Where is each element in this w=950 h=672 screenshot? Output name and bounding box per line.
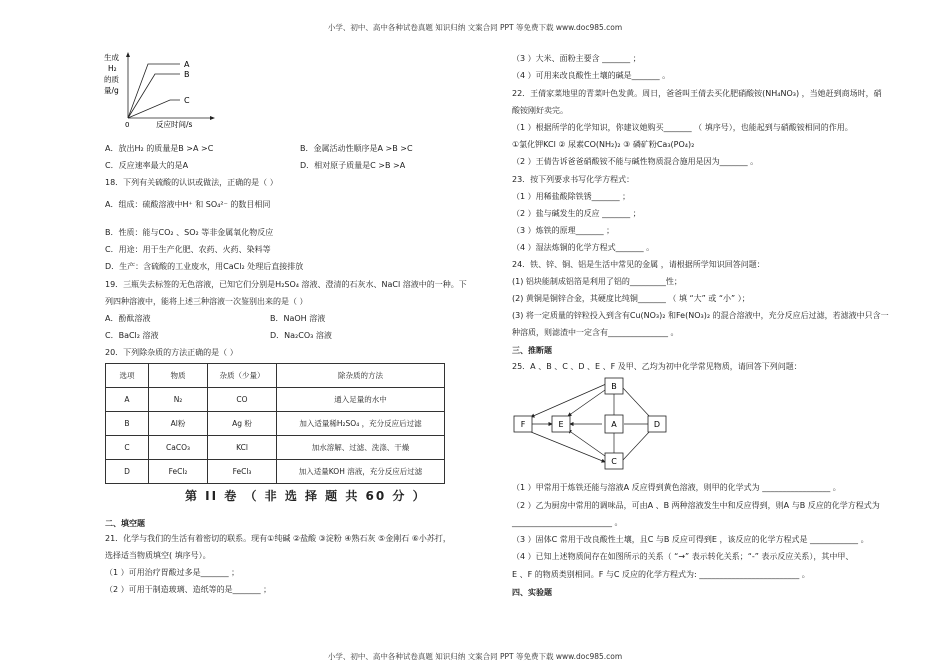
q21-part-3: （3 ）大米、面粉主要含 _______ ；: [512, 54, 641, 63]
table-cell: D: [106, 460, 149, 484]
line-c: [128, 100, 180, 118]
q24-part-3-line-2: 种溶质，则滤渣中一定含有_______________ 。: [512, 328, 679, 337]
table-cell: C: [106, 436, 149, 460]
table-cell: 加入适量KOH 溶液，充分反应后过滤: [277, 460, 445, 484]
graph-label-c: C: [184, 96, 190, 105]
section-inference: 三、推断题: [512, 346, 552, 355]
table-cell: 加水溶解、过滤、洗涤、干燥: [277, 436, 445, 460]
q22-stem-1: 22．王倩家菜地里的青菜叶色发黄。周日，爸爸叫王倩去买化肥硝酸铵(NH₄NO₃) ，当她赶到商场时，硝: [512, 89, 882, 98]
q20-stem: 20．下列除杂质的方法正确的是（ ）: [105, 348, 238, 357]
svg-text:E: E: [558, 420, 564, 429]
svg-text:A: A: [611, 420, 617, 429]
q23-part-1: （1 ）用稀盐酸除铁锈_______ ；: [512, 192, 631, 201]
q19-stem-1: 19．三瓶失去标签的无色溶液，已知它们分别是H₂SO₄ 溶液、澄清的石灰水、NaCl 溶液中的一种。下: [105, 280, 467, 289]
table-header: 选项: [106, 364, 149, 388]
q19-option-d: D．Na₂CO₃ 溶液: [270, 331, 332, 340]
q25-stem: 25．A 、B 、C 、D 、E 、F 及甲、乙均为初中化学常见物质，请回答下列问题：: [512, 362, 802, 371]
node-e: [552, 416, 570, 432]
q21-stem-1: 21．化学与我们的生活有着密切的联系。现有①纯碱 ②盐酸 ③淀粉 ④熟石灰 ⑤金刚石 ⑥小苏打，: [105, 534, 451, 543]
table-cell: CO: [208, 388, 277, 412]
q22-stem-2: 酸铵刚好卖完。: [512, 106, 568, 115]
q24-part-3-line-1: (3) 将一定质量的锌粒投入到含有Cu(NO₃)₂ 和Fe(NO₃)₂ 的混合溶液中，充分反应后过滤，若滤液中只含一: [512, 311, 889, 320]
table-cell: FeCl₂: [149, 460, 208, 484]
q17-option-c: C．反应速率最大的是A: [105, 161, 189, 170]
q21-part-1: （1 ）可用治疗胃酸过多是_______ ；: [105, 568, 240, 577]
table-cell: Al粉: [149, 412, 208, 436]
q22-part-1: （1 ）根据所学的化学知识，你建议她购买_______ （ 填序号），也能起到与硝酸铵相同的作用。: [512, 123, 853, 132]
page-footer: 小学、初中、高中各种试卷真题 知识归纳 文案合同 PPT 等免费下载 www.doc985.com: [327, 652, 623, 661]
table-cell: Ag 粉: [208, 412, 277, 436]
part-two-title: 第 II 卷 （ 非 选 择 题 共 60 分 ）: [185, 489, 427, 503]
line-a: [128, 64, 180, 118]
graph-label-b: B: [184, 70, 190, 79]
q21-stem-2: 选择适当物质填空( 填序号）。: [105, 551, 211, 560]
svg-text:C: C: [611, 457, 617, 466]
table-row: [106, 436, 445, 460]
q24-part-2: (2) 黄铜是铜锌合金，其硬度比纯铜_______ （ 填 “大” 或 “小” ）；: [512, 294, 750, 303]
table-header-row: [106, 364, 445, 388]
node-f: [514, 416, 532, 432]
svg-text:B: B: [611, 382, 617, 391]
q18-stem: 18．下列有关硫酸的认识或做法，正确的是（ ）: [105, 178, 278, 187]
q23-part-4: （4 ）湿法炼铜的化学方程式_______ 。: [512, 243, 655, 252]
table-cell: 通入足量的水中: [277, 388, 445, 412]
table-cell: FeCl₃: [208, 460, 277, 484]
q19-stem-2: 列四种溶液中，能将上述三种溶液一次鉴别出来的是（ ）: [105, 297, 308, 306]
graph-label-a: A: [184, 60, 190, 69]
svg-text:D: D: [653, 420, 661, 429]
q17-option-a: A．放出H₂ 的质量是B >A >C: [105, 144, 214, 153]
q25-part-2-line-2: _________________________ 。: [512, 518, 623, 527]
node-d: [648, 416, 666, 432]
table-row: [106, 412, 445, 436]
q19-option-a: A．酚酞溶液: [105, 314, 151, 323]
graph-xlabel: 反应时间/s: [156, 120, 193, 129]
q25-part-2-line-1: （2 ）乙为厨房中常用的调味品，可由A 、B 两种溶液发生中和反应得到，则A 与B 反应的化学方程式为: [512, 501, 880, 510]
page-header: 小学、初中、高中各种试卷真题 知识归纳 文案合同 PPT 等免费下载 www.doc985.com: [327, 23, 623, 32]
q22-choices: ①氯化钾KCl ② 尿素CO(NH₂)₂ ③ 磷矿粉Ca₃(PO₄)₂: [512, 140, 695, 149]
q20-table: [105, 363, 445, 484]
section-fill-blank: 二、填空题: [105, 519, 145, 528]
q18-option-b: B．性质：能与CO₂ 、SO₂ 等非金属氧化物反应: [105, 228, 274, 237]
q17-option-d: D．相对原子质量是C >B >A: [300, 161, 406, 170]
q21-part-4: （4 ）可用来改良酸性土壤的碱是_______ 。: [512, 71, 671, 80]
q23-part-3: （3 ）炼铁的原理_______ ；: [512, 226, 615, 235]
q24-stem: 24．铁、锌、铜、铝是生活中常见的金属 ，请根据所学知识回答问题：: [512, 260, 765, 269]
section-experiment: 四、实验题: [512, 588, 552, 597]
graph-ylabel-3: 的质: [104, 75, 119, 84]
q19-option-b: B．NaOH 溶液: [270, 314, 326, 323]
q17-option-b: B．金属活动性顺序是A >B >C: [300, 144, 413, 153]
q25-part-1: （1 ）甲常用于炼铁还能与溶液A 反应得到黄色溶液，则甲的化学式为 _________________ 。: [512, 483, 841, 492]
q24-part-1: (1) 铝块能制成铝箔是利用了铝的_________性；: [512, 277, 682, 286]
q25-part-4-line-1: （4 ）已知上述物质间存在如图所示的关系（ “→” 表示转化关系；“-” 表示反应关系），其中甲、: [512, 552, 854, 561]
graph-origin: 0: [125, 121, 130, 129]
q25-part-3: （3 ）固体C 常用于改良酸性土壤，且C 与B 反应可得到E ，该反应的化学方程式是 ____________ 。: [512, 535, 869, 544]
table-cell: A: [106, 388, 149, 412]
q25-part-4-line-2: E 、F 的物质类别相同。F 与C 反应的化学方程式为: _________________________ 。: [512, 570, 810, 579]
q19-option-c: C．BaCl₂ 溶液: [105, 331, 159, 340]
table-header: 物质: [149, 364, 208, 388]
table-row: [106, 460, 445, 484]
table-cell: N₂: [149, 388, 208, 412]
table-cell: KCl: [208, 436, 277, 460]
table-row: [106, 388, 445, 412]
node-a: [605, 415, 623, 433]
q18-option-a: A．组成：硫酸溶液中H⁺ 和 SO₄²⁻ 的数目相同: [105, 200, 271, 209]
q23-part-2: （2 ）盐与碱发生的反应 _______ ；: [512, 209, 641, 218]
table-header: 除杂质的方法: [277, 364, 445, 388]
node-c: [605, 453, 623, 469]
graph-ylabel-2: H₂: [108, 64, 117, 73]
q23-stem: 23．按下列要求书写化学方程式：: [512, 175, 635, 184]
graph-ylabel-1: 生成: [104, 53, 119, 62]
reaction-graph: [100, 50, 220, 130]
q21-part-2: （2 ）可用于制造玻璃、造纸等的是_______ ；: [105, 585, 272, 594]
relation-diagram: [510, 374, 680, 474]
q18-option-d: D．生产：含硫酸的工业废水，用CaCl₂ 处理后直接排放: [105, 262, 304, 271]
q22-part-2: （2 ）王倩告诉爸爸硝酸铵不能与碱性物质混合施用是因为_______ 。: [512, 157, 759, 166]
q18-option-c: C．用途：用于生产化肥、农药、火药、染料等: [105, 245, 271, 254]
node-b: [605, 378, 623, 394]
table-header: 杂质（少量）: [208, 364, 277, 388]
table-cell: CaCO₃: [149, 436, 208, 460]
graph-ylabel-4: 量/g: [104, 86, 119, 95]
svg-text:F: F: [520, 420, 526, 429]
table-cell: B: [106, 412, 149, 436]
table-cell: 加入适量稀H₂SO₄ ，充分反应后过滤: [277, 412, 445, 436]
